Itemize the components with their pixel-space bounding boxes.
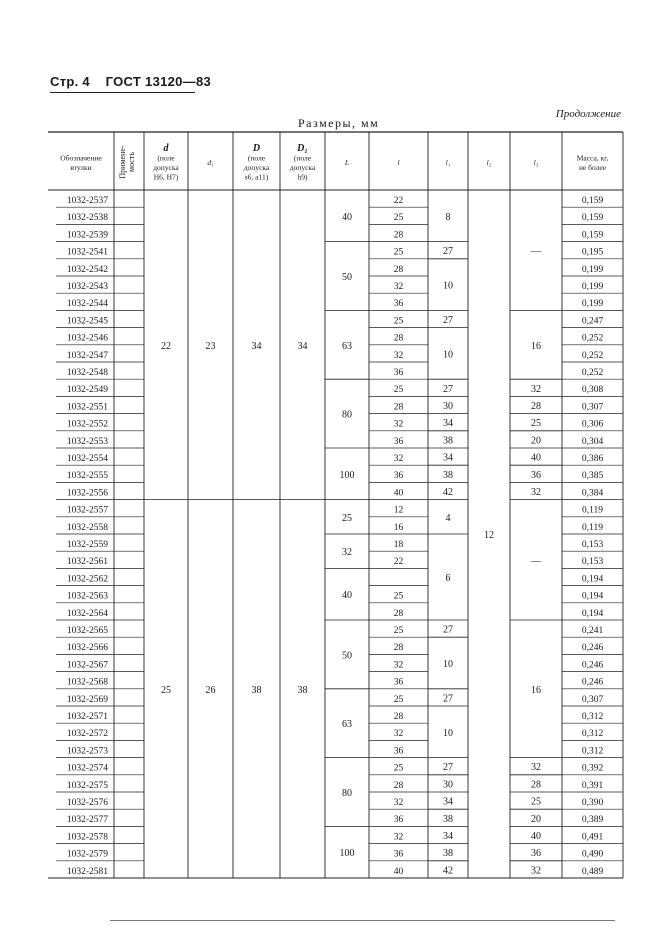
header-d-line: H6, H7)	[153, 172, 179, 182]
group-l1: 38	[443, 848, 453, 860]
header-designation-line: втулки	[70, 162, 92, 172]
row-code: 1032-2545	[66, 316, 108, 327]
row-l: 32	[393, 798, 404, 808]
row-l: 32	[393, 454, 404, 464]
row-mass: 0,312	[581, 746, 604, 757]
group-l1: 38	[443, 813, 453, 825]
row-code: 1032-2537	[66, 196, 108, 206]
group-L: 100	[339, 848, 355, 860]
row-mass: 0,306	[581, 419, 604, 430]
header-l2-line: l₂	[486, 158, 492, 167]
row-mass: 0,307	[581, 402, 604, 413]
row-code: 1032-2568	[66, 677, 108, 688]
group-l1: 27	[443, 383, 453, 395]
row-l: 28	[393, 712, 404, 722]
row-code: 1032-2541	[66, 247, 108, 258]
header-l3-line: l₃	[533, 158, 539, 167]
row-code: 1032-2575	[66, 780, 108, 791]
row-code: 1032-2574	[66, 763, 108, 774]
row-code: 1032-2547	[66, 350, 108, 361]
row-code: 1032-2562	[66, 574, 108, 585]
row-l: 22	[393, 196, 404, 206]
row-l: 28	[393, 264, 404, 275]
header-D1-line: допуска	[289, 162, 316, 172]
group-l1: 34	[443, 418, 453, 430]
row-code: 1032-2546	[66, 333, 108, 344]
group-L: 100	[339, 469, 355, 481]
row-l: 28	[393, 230, 404, 241]
page-header	[50, 74, 211, 89]
header-l1-line: l₁	[445, 158, 451, 167]
group-l3: 32	[531, 762, 541, 774]
group-l1: 34	[443, 452, 453, 464]
row-l: 18	[393, 540, 404, 550]
row-mass: 0,159	[581, 213, 604, 224]
row-mass: 0,489	[581, 866, 604, 877]
group-l1: 42	[443, 865, 453, 877]
group-l3: —	[531, 246, 541, 258]
group-l3: 32	[531, 487, 541, 498]
group-l3: 20	[531, 435, 541, 447]
row-mass: 0,490	[581, 849, 604, 860]
group-l1: 10	[443, 349, 453, 361]
row-l: 36	[393, 677, 404, 688]
group-L: 80	[342, 788, 352, 799]
row-code: 1032-2556	[66, 488, 108, 499]
row-l: 36	[393, 746, 404, 757]
row-l: 25	[393, 247, 404, 258]
group-D1: 38	[297, 684, 308, 696]
row-code: 1032-2551	[66, 402, 108, 413]
row-mass: 0,194	[581, 574, 604, 585]
standard-number: ГОСТ 13120—83	[105, 74, 212, 89]
group-D: 34	[251, 340, 262, 352]
row-mass: 0,246	[581, 660, 604, 671]
group-d1: 23	[205, 340, 216, 352]
row-l: 32	[393, 282, 404, 292]
row-l: 25	[393, 591, 404, 602]
header-designation-line: Обозначение	[60, 153, 102, 163]
group-l3: 32	[531, 865, 541, 877]
group-l3: 25	[531, 796, 541, 808]
header-rule	[50, 92, 195, 93]
dimensions-table	[48, 132, 628, 877]
row-mass: 0,389	[581, 815, 604, 826]
row-l: 12	[393, 505, 404, 516]
header-d-line: (поле	[157, 153, 175, 163]
row-l: 25	[393, 316, 404, 327]
header-application: Примене-	[118, 145, 127, 179]
row-l: 28	[393, 780, 404, 791]
group-D1: 34	[297, 340, 308, 352]
row-code: 1032-2569	[66, 694, 108, 705]
group-l1: 38	[443, 435, 453, 447]
group-L: 80	[342, 409, 352, 421]
group-L: 40	[342, 590, 352, 602]
row-code: 1032-2563	[66, 591, 108, 602]
row-l: 36	[393, 471, 404, 482]
row-l: 36	[393, 815, 404, 826]
row-mass: 0,391	[581, 780, 604, 791]
row-mass: 0,194	[581, 591, 604, 602]
row-l: 32	[393, 419, 404, 430]
header-D1-line: (поле	[293, 153, 312, 163]
row-mass: 0,392	[581, 763, 604, 774]
row-mass: 0,304	[581, 436, 604, 447]
group-l3: 20	[531, 813, 541, 825]
row-mass: 0,153	[581, 540, 604, 550]
row-mass: 0,246	[581, 643, 604, 654]
row-mass: 0,252	[581, 333, 604, 344]
group-d: 25	[161, 684, 171, 696]
row-mass: 0,199	[581, 264, 604, 275]
row-code: 1032-2549	[66, 385, 108, 396]
header-d1-line: d₁	[207, 158, 214, 167]
row-code: 1032-2552	[66, 419, 108, 430]
group-l1: 34	[443, 796, 453, 808]
page-number: Стр. 4	[50, 74, 90, 89]
group-l1: 34	[443, 831, 453, 842]
group-d: 22	[161, 340, 171, 352]
row-l: 32	[393, 832, 404, 843]
row-l: 36	[393, 368, 404, 378]
row-code: 1032-2573	[66, 746, 108, 757]
group-L: 50	[342, 650, 352, 662]
row-l: 16	[393, 522, 404, 533]
row-code: 1032-2548	[66, 368, 108, 378]
row-code: 1032-2538	[66, 213, 108, 224]
row-l: 36	[393, 299, 404, 310]
header-application: мость	[127, 152, 136, 172]
row-l: 32	[393, 350, 404, 361]
header-mass-line: Масса, кг,	[576, 153, 609, 163]
row-l: 25	[393, 213, 404, 224]
row-code: 1032-2544	[66, 299, 108, 310]
group-l1: 27	[443, 315, 453, 326]
row-l: 28	[393, 333, 404, 344]
group-l3: 40	[531, 831, 541, 842]
row-mass: 0,246	[581, 677, 604, 688]
row-code: 1032-2559	[66, 540, 108, 550]
group-L: 63	[342, 719, 352, 731]
group-l1: 38	[443, 469, 453, 481]
group-l1: 30	[443, 779, 453, 791]
row-code: 1032-2555	[66, 471, 108, 482]
row-l: 25	[393, 626, 404, 636]
row-mass: 0,312	[581, 729, 604, 740]
row-code: 1032-2543	[66, 282, 108, 292]
row-mass: 0,252	[581, 350, 604, 361]
footer-rule	[110, 920, 615, 921]
row-mass: 0,241	[581, 626, 604, 636]
group-l3: 28	[531, 401, 541, 412]
group-l1: 27	[443, 246, 453, 258]
row-code: 1032-2567	[66, 660, 108, 671]
row-code: 1032-2579	[66, 849, 108, 860]
group-L: 50	[342, 272, 352, 283]
row-mass: 0,159	[581, 196, 604, 206]
group-l1: 4	[445, 512, 451, 524]
header-D-line: (поле	[247, 153, 266, 163]
row-code: 1032-2571	[66, 712, 108, 722]
row-l: 40	[393, 488, 404, 499]
group-l1: 10	[443, 659, 453, 670]
header-d-line: допуска	[153, 162, 179, 172]
row-mass: 0,252	[581, 368, 604, 378]
row-code: 1032-2564	[66, 608, 108, 619]
group-L: 32	[342, 547, 352, 559]
row-mass: 0,385	[581, 471, 604, 482]
row-mass: 0,307	[581, 694, 604, 705]
dimensions-label: Размеры, мм	[298, 116, 380, 130]
header-mass-line: не более	[578, 162, 607, 172]
header-l-line: l	[397, 158, 400, 167]
group-l3: 28	[531, 779, 541, 791]
row-l: 25	[393, 763, 404, 774]
row-l: 32	[393, 660, 404, 671]
row-code: 1032-2565	[66, 626, 108, 636]
row-code: 1032-2578	[66, 832, 108, 843]
group-l1: 30	[443, 401, 453, 412]
row-l: 36	[393, 436, 404, 447]
table-grid	[48, 132, 628, 877]
header-D1-line: D₁	[297, 142, 308, 154]
row-code: 1032-2542	[66, 264, 108, 275]
group-l3: 16	[531, 684, 541, 696]
row-code: 1032-2554	[66, 454, 108, 464]
group-l1: 8	[445, 211, 451, 223]
row-mass: 0,194	[581, 608, 604, 619]
row-l: 32	[393, 729, 404, 740]
group-l3: 16	[531, 340, 541, 352]
row-mass: 0,312	[581, 712, 604, 722]
row-mass: 0,390	[581, 798, 604, 808]
group-L: 40	[342, 211, 352, 223]
group-l3: 36	[531, 469, 541, 481]
row-code: 1032-2553	[66, 436, 108, 447]
row-mass: 0,199	[581, 282, 604, 292]
row-l: 28	[393, 643, 404, 654]
header-D-line: s6, a11)	[244, 172, 269, 182]
row-mass: 0,386	[581, 454, 604, 464]
header-D1-line: h9)	[297, 172, 308, 182]
group-l3: 40	[531, 452, 541, 464]
row-code: 1032-2572	[66, 729, 108, 740]
group-l1: 10	[443, 280, 453, 292]
row-l: 25	[393, 385, 404, 396]
group-l3: 25	[531, 418, 541, 430]
row-code: 1032-2577	[66, 815, 108, 826]
row-mass: 0,195	[581, 247, 604, 258]
group-l1: 42	[443, 487, 453, 498]
row-mass: 0,199	[581, 299, 604, 310]
group-l1: 6	[445, 573, 451, 584]
row-mass: 0,119	[581, 522, 604, 533]
header-D-line: D	[252, 142, 261, 154]
row-code: 1032-2581	[66, 866, 108, 877]
row-mass: 0,159	[581, 230, 604, 241]
row-mass: 0,308	[581, 385, 604, 396]
row-code: 1032-2539	[66, 230, 108, 241]
row-mass: 0,247	[581, 316, 604, 327]
row-mass: 0,153	[581, 557, 604, 568]
group-l3: 32	[531, 383, 541, 395]
group-l3: 36	[531, 848, 541, 860]
row-l: 22	[393, 557, 404, 568]
group-l1: 27	[443, 624, 453, 636]
row-l: 28	[393, 608, 404, 619]
row-mass: 0,384	[581, 488, 604, 499]
group-L: 25	[342, 512, 352, 524]
row-code: 1032-2566	[66, 643, 108, 654]
group-d1: 26	[205, 684, 216, 696]
row-code: 1032-2576	[66, 798, 108, 808]
row-code: 1032-2561	[66, 557, 108, 568]
row-l: 25	[393, 694, 404, 705]
header-d-line: d	[163, 142, 169, 154]
row-code: 1032-2558	[66, 522, 108, 533]
row-code: 1032-2557	[66, 505, 108, 516]
continued-label: Продолжение	[555, 108, 621, 120]
group-D: 38	[251, 684, 262, 696]
header-L-line: L	[344, 158, 350, 167]
group-l2: 12	[484, 530, 494, 541]
row-l: 36	[393, 849, 404, 860]
row-l: 28	[393, 402, 404, 413]
group-l3: —	[531, 555, 541, 567]
group-l1: 10	[443, 727, 453, 739]
group-l1: 27	[443, 693, 453, 705]
group-L: 63	[342, 340, 352, 352]
row-l: 40	[393, 866, 404, 877]
row-mass: 0,119	[581, 505, 604, 516]
row-mass: 0,491	[581, 832, 604, 843]
header-D-line: допуска	[243, 162, 270, 172]
group-l1: 27	[443, 762, 453, 774]
